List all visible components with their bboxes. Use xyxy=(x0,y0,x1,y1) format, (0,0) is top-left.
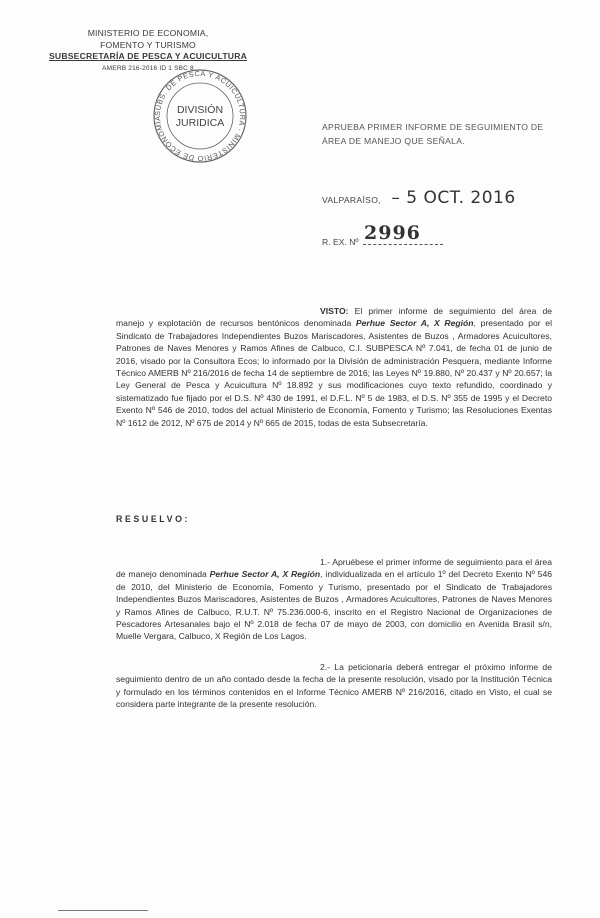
ministry-line-1: MINISTERIO DE ECONOMIA, xyxy=(87,28,209,38)
item-1-text-2: , individualizada en el artículo 1º del Decreto Exento Nº 546 de 2010, del Ministerio de Economía, Fomento y Turismo, presentado por el Sindicato de Trabajadores Independientes Buzos Mariscadores, Asistentes de Buzos , Armadores Acuicultores, Patrones de Naves Menores y Ramos Afines de Calbuco, R.U.T. Nº 75.236.000-6, inscrito en el Registro Nacional de Organizaciones de Pescadores Artesanales bajo el Nº 2.018 de fecha 07 de mayo de 2003, con domicilio en Avenida Brasil s/n, Muelle Vergara, Calbuco, X Región de Los Lagos. xyxy=(116,569,552,642)
reference-line: AMERB 216-2016 ID 1 SBC 8 xyxy=(102,64,194,72)
bottom-edge-line xyxy=(58,910,148,911)
rex-underline xyxy=(363,236,443,245)
resolution-label-row xyxy=(322,236,472,247)
date-stamp: – 5 OCT. 2016 xyxy=(391,188,516,208)
ministry-line-2: FOMENTO Y TURISMO xyxy=(100,39,196,50)
visto-label: VISTO: xyxy=(320,306,349,316)
place-date xyxy=(322,188,552,208)
stamp-line-2: JURIDICA xyxy=(175,117,225,129)
visto-paragraph xyxy=(116,305,552,429)
resolution-subject xyxy=(322,121,552,148)
rex-label: R. EX. Nº xyxy=(322,237,359,247)
subsecretaria-line: SUBSECRETARÍA DE PESCA Y ACUICULTURA xyxy=(48,51,248,61)
resolution-number: 2996 xyxy=(364,222,421,244)
subject-line-2: ÁREA DE MANEJO QUE SEÑALA. xyxy=(322,135,465,146)
visto-text-1: El primer informe de seguimiento del área de manejo y explotación de recursos bentónicos denominada xyxy=(116,306,552,329)
resolution-item-2 xyxy=(116,661,552,711)
item-1-area-name: Perhue Sector A, X Región xyxy=(209,569,321,580)
place-label: VALPARAÍSO, xyxy=(322,195,381,205)
item-1-text-1: Apruébese el primer informe de seguimiento para el área de manejo denominada xyxy=(116,557,552,580)
item-2-number: 2.- xyxy=(320,662,331,672)
resuelvo-heading: RESUELVO: xyxy=(116,514,191,524)
subject-line-1: APRUEBA PRIMER INFORME DE SEGUIMIENTO DE xyxy=(322,122,544,132)
visto-area-name: Perhue Sector A, X Región xyxy=(355,318,474,329)
stamp-ring-text: SUBS. DE PESCA Y ACUICULTURA · MINISTERIO DE ECONOMÍA xyxy=(152,68,248,164)
visto-text-2: , presentado por el Sindicato de Trabajadores Independientes Buzos Mariscadores, Asistentes de Buzos , Armadores Acuicultores, Patrones de Naves Menores y Ramos Afines de Calbuco, C.I. SUBPESCA Nº 7.041, de fecha 01 de junio de 2016, visado por la Consultora Ecos; lo informado por la División de administración Pesquera, mediante Informe Técnico AMERB Nº 216/2016 de fecha 14 de septiembre de 2016; las Leyes Nº 19.880, Nº 20.437 y Nº 20.657; la Ley General de Pesca y Acuicultura Nº 18.892 y sus modificaciones cuyo texto refundido, coordinado y sistematizado fue fijado por el D.S. Nº 430 de 1991, el D.F.L. Nº 5 de 1983, el D.S. Nº 355 de 1995 y el Decreto Exento Nº 546 de 2010, todos del actual Ministerio de Economía, Fomento y Turismo; las Resoluciones Exentas Nº 1612 de 2012, Nº 675 de 2014 y Nº 665 de 2015, todas de esta Subsecretaría. xyxy=(116,318,552,428)
stamp-line-1: DIVISIÓN xyxy=(176,104,224,116)
division-juridica-stamp-icon xyxy=(150,66,250,166)
item-2-text: La peticionaria deberá entregar el próximo informe de seguimiento dentro de un año contado desde la fecha de la presente resolución, visado por la Institución Técnica y formulado en los términos contenidos en el Informe Técnico AMERB Nº 216/2016, citado en Visto, el cual se considera parte integrante de la presente resolución. xyxy=(116,662,552,710)
resolution-item-1 xyxy=(116,556,552,643)
item-1-number: 1.- xyxy=(320,557,331,567)
